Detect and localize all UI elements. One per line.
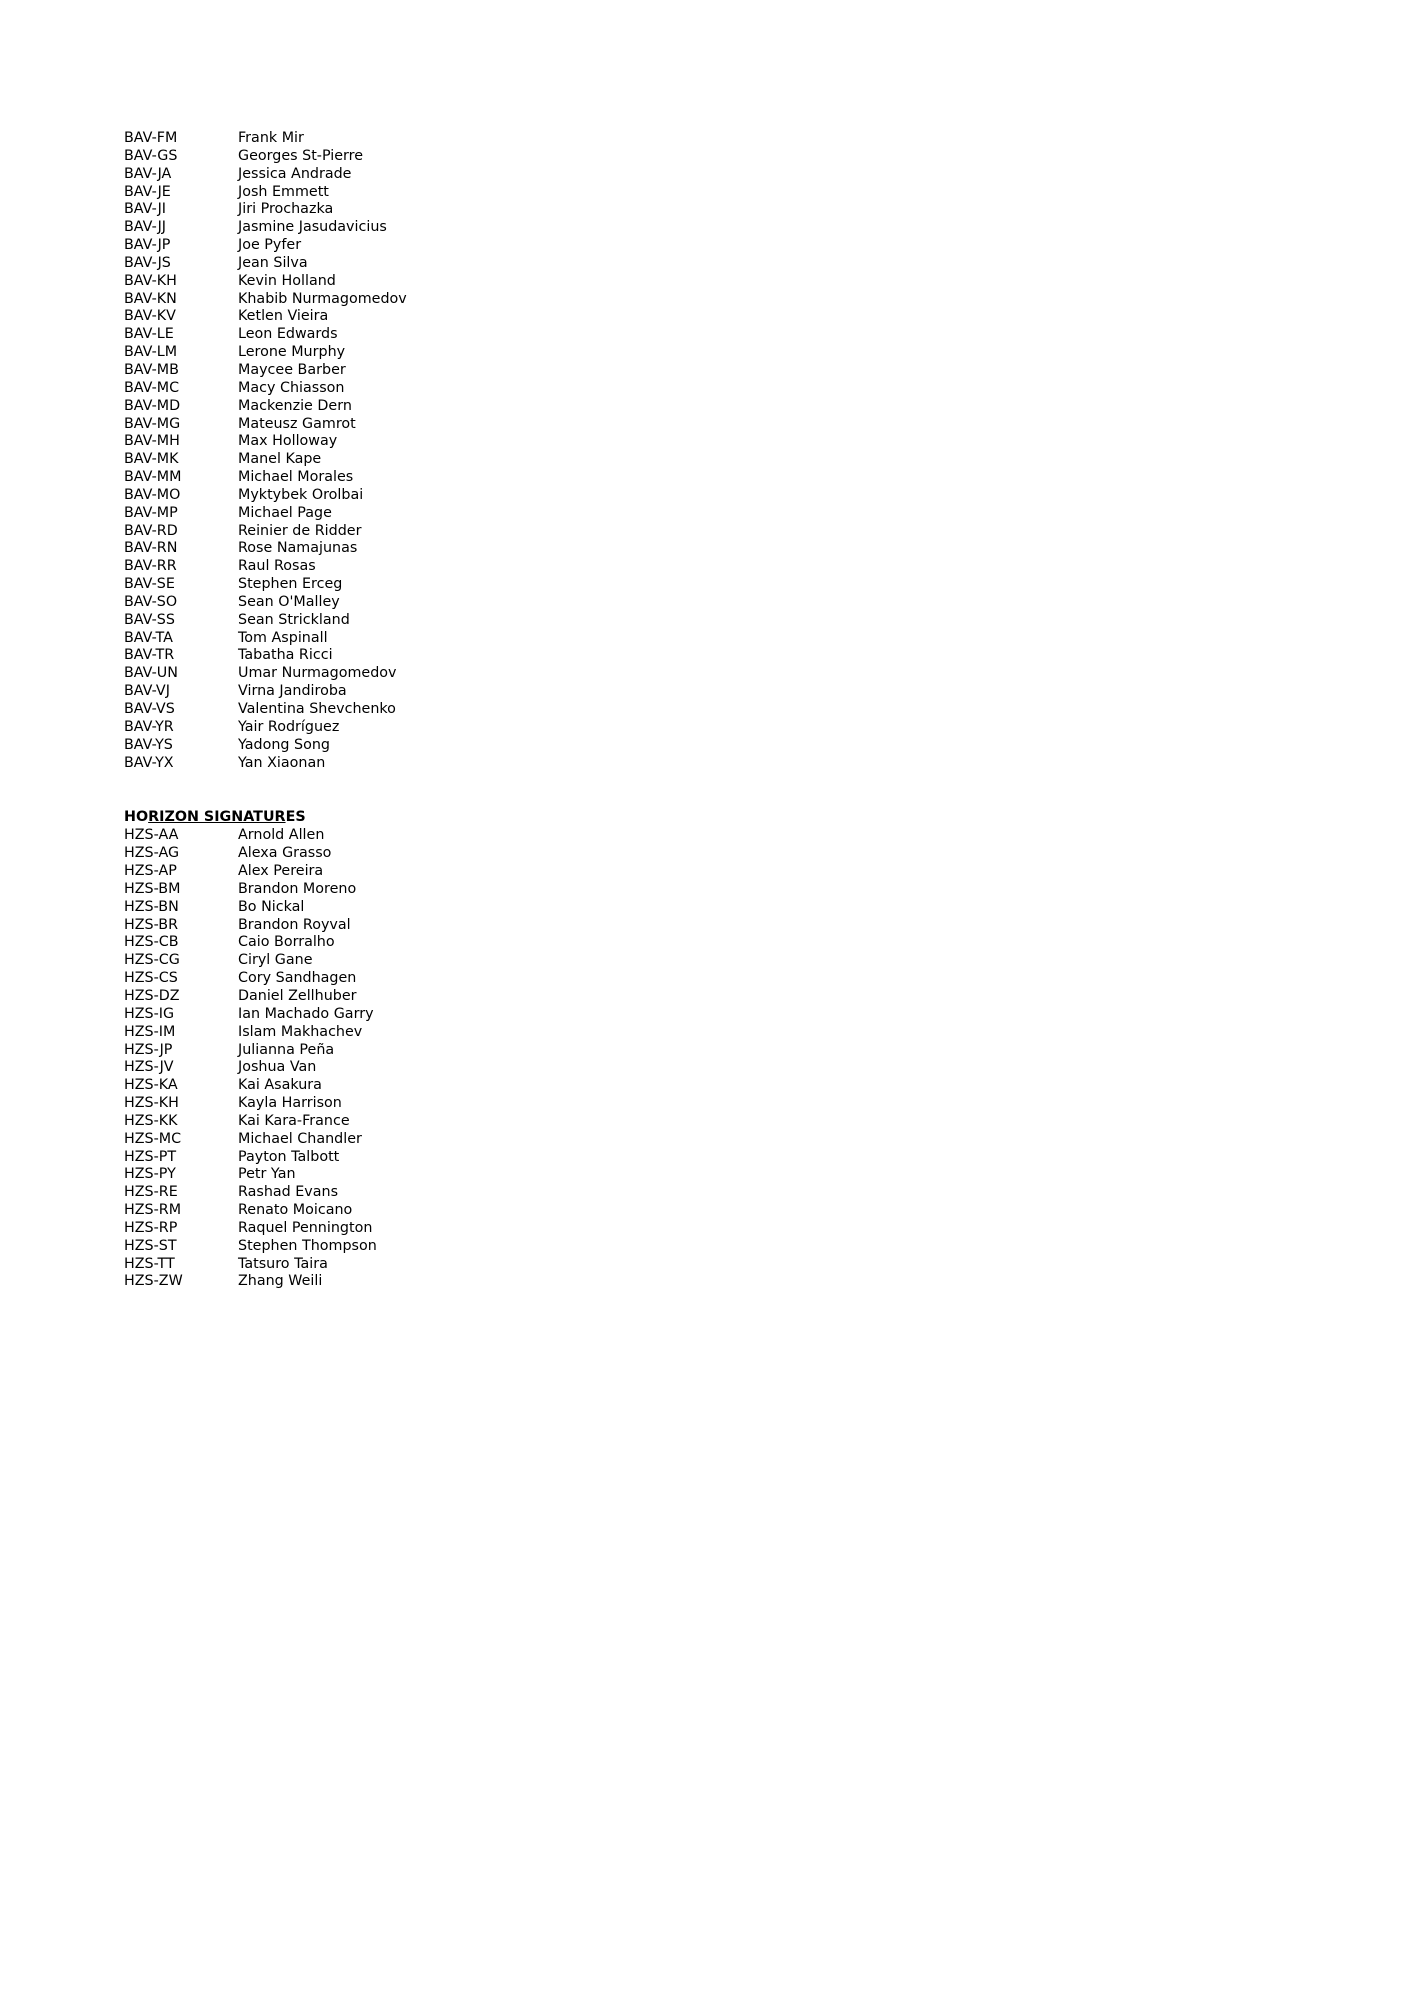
card-code: BAV-KH xyxy=(124,272,177,289)
athlete-name: Cory Sandhagen xyxy=(238,970,357,987)
athlete-name: Umar Nurmagomedov xyxy=(238,665,397,682)
card-code: BAV-LM xyxy=(124,344,178,361)
list-item xyxy=(124,469,724,487)
athlete-name: Jasmine Jasudavicius xyxy=(238,219,387,236)
card-code: HZS-BN xyxy=(124,898,179,915)
card-code: BAV-SS xyxy=(124,611,175,628)
athlete-name: Michael Morales xyxy=(238,469,354,486)
card-code: HZS-CG xyxy=(124,952,180,969)
card-code: BAV-FM xyxy=(124,130,178,146)
athlete-name: Joshua Van xyxy=(238,1059,317,1076)
athlete-name: Renato Moicano xyxy=(238,1202,353,1219)
athlete-name: Sean O'Malley xyxy=(238,593,340,610)
list-item xyxy=(124,148,724,166)
athlete-name: Sean Strickland xyxy=(238,611,350,628)
card-code: HZS-KA xyxy=(124,1077,178,1094)
card-code: BAV-YS xyxy=(124,736,173,753)
athlete-name: Rose Namajunas xyxy=(238,540,358,557)
athlete-name: Kai Kara-France xyxy=(238,1112,350,1129)
list-item xyxy=(124,1095,724,1113)
list-item xyxy=(124,1184,724,1202)
athlete-name: Frank Mir xyxy=(238,130,304,146)
athlete-name: Ketlen Vieira xyxy=(238,308,329,325)
list-item xyxy=(124,899,724,917)
card-code: BAV-RN xyxy=(124,540,178,557)
list-item xyxy=(124,523,724,541)
athlete-name: Rashad Evans xyxy=(238,1184,339,1201)
athlete-name: Michael Page xyxy=(238,504,332,521)
athlete-name: Yadong Song xyxy=(238,736,330,753)
list-item xyxy=(124,362,724,380)
card-code: HZS-ST xyxy=(124,1237,177,1254)
card-code: HZS-MC xyxy=(124,1130,182,1147)
athlete-name: Caio Borralho xyxy=(238,934,335,951)
athlete-name: Ian Machado Garry xyxy=(238,1005,374,1022)
athlete-name: Virna Jandiroba xyxy=(238,683,347,700)
card-code: BAV-UN xyxy=(124,665,178,682)
athlete-name: Daniel Zellhuber xyxy=(238,987,357,1004)
athlete-name: Tabatha Ricci xyxy=(238,647,333,664)
athlete-name: Alexa Grasso xyxy=(238,845,332,862)
athlete-name: Tatsuro Taira xyxy=(238,1255,328,1272)
card-code: BAV-JS xyxy=(124,254,171,271)
card-code: BAV-MP xyxy=(124,504,178,521)
card-code: HZS-JP xyxy=(124,1041,173,1058)
card-code: BAV-SE xyxy=(124,576,175,593)
card-code: HZS-RE xyxy=(124,1184,178,1201)
card-code: HZS-BR xyxy=(124,916,179,933)
card-code: HZS-AG xyxy=(124,845,180,862)
list-item xyxy=(124,1202,724,1220)
list-item xyxy=(124,917,724,935)
card-code: BAV-MC xyxy=(124,379,180,396)
card-code: BAV-MO xyxy=(124,486,181,503)
list-item xyxy=(124,380,724,398)
list-item xyxy=(124,827,724,845)
list-item xyxy=(124,398,724,416)
list-item xyxy=(124,647,724,665)
card-code: BAV-GS xyxy=(124,147,178,164)
list-item xyxy=(124,1256,724,1274)
card-code: HZS-DZ xyxy=(124,987,180,1004)
list-item xyxy=(124,416,724,434)
list-item xyxy=(124,970,724,988)
checklist-bav xyxy=(124,130,724,772)
card-code: HZS-KH xyxy=(124,1095,179,1112)
card-code: BAV-KN xyxy=(124,290,177,307)
athlete-name: Tom Aspinall xyxy=(238,629,328,646)
list-item xyxy=(124,755,724,773)
athlete-name: Joe Pyfer xyxy=(238,237,302,254)
card-code: HZS-IG xyxy=(124,1005,175,1022)
athlete-name: Mackenzie Dern xyxy=(238,397,352,414)
list-item xyxy=(124,665,724,683)
list-item xyxy=(124,683,724,701)
list-item xyxy=(124,845,724,863)
athlete-name: Mateusz Gamrot xyxy=(238,415,356,432)
card-code: BAV-MB xyxy=(124,361,179,378)
list-item xyxy=(124,1131,724,1149)
list-item xyxy=(124,1166,724,1184)
section-title-underlined-part: RIZON SIGNATUR xyxy=(148,809,286,826)
card-code: BAV-SO xyxy=(124,593,178,610)
list-item xyxy=(124,540,724,558)
athlete-name: Arnold Allen xyxy=(238,827,325,844)
document-page xyxy=(124,130,724,1291)
athlete-name: Leon Edwards xyxy=(238,326,338,343)
athlete-name: Khabib Nurmagomedov xyxy=(238,290,407,307)
list-item xyxy=(124,433,724,451)
list-item xyxy=(124,130,724,148)
athlete-name: Yan Xiaonan xyxy=(238,754,326,771)
athlete-name: Lerone Murphy xyxy=(238,344,346,361)
list-item xyxy=(124,1238,724,1256)
section-title-horizon-signatures xyxy=(124,808,724,827)
card-code: BAV-MM xyxy=(124,469,182,486)
card-code: BAV-JP xyxy=(124,237,171,254)
athlete-name: Stephen Thompson xyxy=(238,1237,377,1254)
list-item xyxy=(124,1024,724,1042)
athlete-name: Georges St-Pierre xyxy=(238,147,364,164)
athlete-name: Brandon Royval xyxy=(238,916,351,933)
athlete-name: Reinier de Ridder xyxy=(238,522,362,539)
list-item xyxy=(124,1059,724,1077)
card-code: BAV-YX xyxy=(124,754,174,771)
card-code: HZS-RP xyxy=(124,1219,178,1236)
list-item xyxy=(124,719,724,737)
athlete-name: Alex Pereira xyxy=(238,863,324,880)
card-code: BAV-RD xyxy=(124,522,178,539)
athlete-name: Stephen Erceg xyxy=(238,576,343,593)
list-item xyxy=(124,594,724,612)
athlete-name: Payton Talbott xyxy=(238,1148,340,1165)
card-code: HZS-AP xyxy=(124,863,177,880)
athlete-name: Raul Rosas xyxy=(238,558,316,575)
list-item xyxy=(124,737,724,755)
card-code: BAV-TR xyxy=(124,647,175,664)
section-title-part: HO xyxy=(124,809,149,826)
athlete-name: Zhang Weili xyxy=(238,1273,323,1290)
athlete-name: Brandon Moreno xyxy=(238,880,357,897)
athlete-name: Jessica Andrade xyxy=(238,165,352,182)
list-item xyxy=(124,988,724,1006)
athlete-name: Ciryl Gane xyxy=(238,952,313,969)
card-code: BAV-KV xyxy=(124,308,176,325)
athlete-name: Kai Asakura xyxy=(238,1077,322,1094)
checklist-hzs xyxy=(124,827,724,1291)
athlete-name: Kayla Harrison xyxy=(238,1095,342,1112)
athlete-name: Jean Silva xyxy=(238,254,308,271)
list-item xyxy=(124,1042,724,1060)
card-code: HZS-BM xyxy=(124,880,181,897)
athlete-name: Macy Chiasson xyxy=(238,379,345,396)
athlete-name: Manel Kape xyxy=(238,451,322,468)
card-code: HZS-TT xyxy=(124,1255,175,1272)
list-item xyxy=(124,576,724,594)
list-item xyxy=(124,201,724,219)
section-title-part: ES xyxy=(285,809,306,826)
athlete-name: Yair Rodríguez xyxy=(238,718,340,735)
list-item xyxy=(124,273,724,291)
athlete-name: Michael Chandler xyxy=(238,1130,362,1147)
list-item xyxy=(124,558,724,576)
card-code: HZS-IM xyxy=(124,1023,176,1040)
card-code: BAV-TA xyxy=(124,629,173,646)
athlete-name: Myktybek Orolbai xyxy=(238,486,364,503)
list-item xyxy=(124,505,724,523)
list-item xyxy=(124,291,724,309)
list-item xyxy=(124,934,724,952)
card-code: BAV-VS xyxy=(124,701,175,717)
list-item xyxy=(124,1273,724,1291)
card-code: BAV-RR xyxy=(124,558,177,575)
card-code: BAV-JE xyxy=(124,183,171,200)
card-code: BAV-LE xyxy=(124,326,174,343)
card-code: BAV-YR xyxy=(124,718,174,735)
card-code: HZS-JV xyxy=(124,1059,174,1076)
card-code: BAV-MK xyxy=(124,451,179,468)
list-item xyxy=(124,487,724,505)
card-code: HZS-ZW xyxy=(124,1273,183,1290)
card-code: BAV-VJ xyxy=(124,683,170,700)
card-code: BAV-JJ xyxy=(124,219,167,236)
athlete-name: Julianna Peña xyxy=(238,1041,335,1058)
list-item xyxy=(124,881,724,899)
athlete-name: Islam Makhachev xyxy=(238,1023,363,1040)
list-item xyxy=(124,326,724,344)
list-item xyxy=(124,237,724,255)
card-code: HZS-AA xyxy=(124,827,179,844)
athlete-name: Jiri Prochazka xyxy=(238,201,334,218)
athlete-name: Maycee Barber xyxy=(238,361,346,378)
list-item xyxy=(124,1006,724,1024)
list-item xyxy=(124,1220,724,1238)
athlete-name: Bo Nickal xyxy=(238,898,305,915)
card-code: HZS-RM xyxy=(124,1202,182,1219)
list-item xyxy=(124,1113,724,1131)
list-item xyxy=(124,863,724,881)
card-code: HZS-CB xyxy=(124,934,179,951)
card-code: HZS-PT xyxy=(124,1148,177,1165)
list-item xyxy=(124,612,724,630)
card-code: BAV-JI xyxy=(124,201,167,218)
athlete-name: Raquel Pennington xyxy=(238,1219,373,1236)
card-code: BAV-MG xyxy=(124,415,181,432)
card-code: HZS-KK xyxy=(124,1112,178,1129)
list-item xyxy=(124,952,724,970)
athlete-name: Valentina Shevchenko xyxy=(238,701,396,717)
list-item xyxy=(124,344,724,362)
list-item xyxy=(124,308,724,326)
list-item xyxy=(124,630,724,648)
list-item xyxy=(124,1077,724,1095)
athlete-name: Max Holloway xyxy=(238,433,338,450)
list-item xyxy=(124,451,724,469)
athlete-name: Kevin Holland xyxy=(238,272,336,289)
list-item xyxy=(124,701,724,719)
card-code: BAV-JA xyxy=(124,165,172,182)
card-code: BAV-MH xyxy=(124,433,180,450)
list-item xyxy=(124,1149,724,1167)
card-code: BAV-MD xyxy=(124,397,181,414)
list-item xyxy=(124,184,724,202)
athlete-name: Josh Emmett xyxy=(238,183,329,200)
athlete-name: Petr Yan xyxy=(238,1166,296,1183)
list-item xyxy=(124,255,724,273)
list-item xyxy=(124,166,724,184)
card-code: HZS-PY xyxy=(124,1166,176,1183)
list-item xyxy=(124,219,724,237)
card-code: HZS-CS xyxy=(124,970,178,987)
